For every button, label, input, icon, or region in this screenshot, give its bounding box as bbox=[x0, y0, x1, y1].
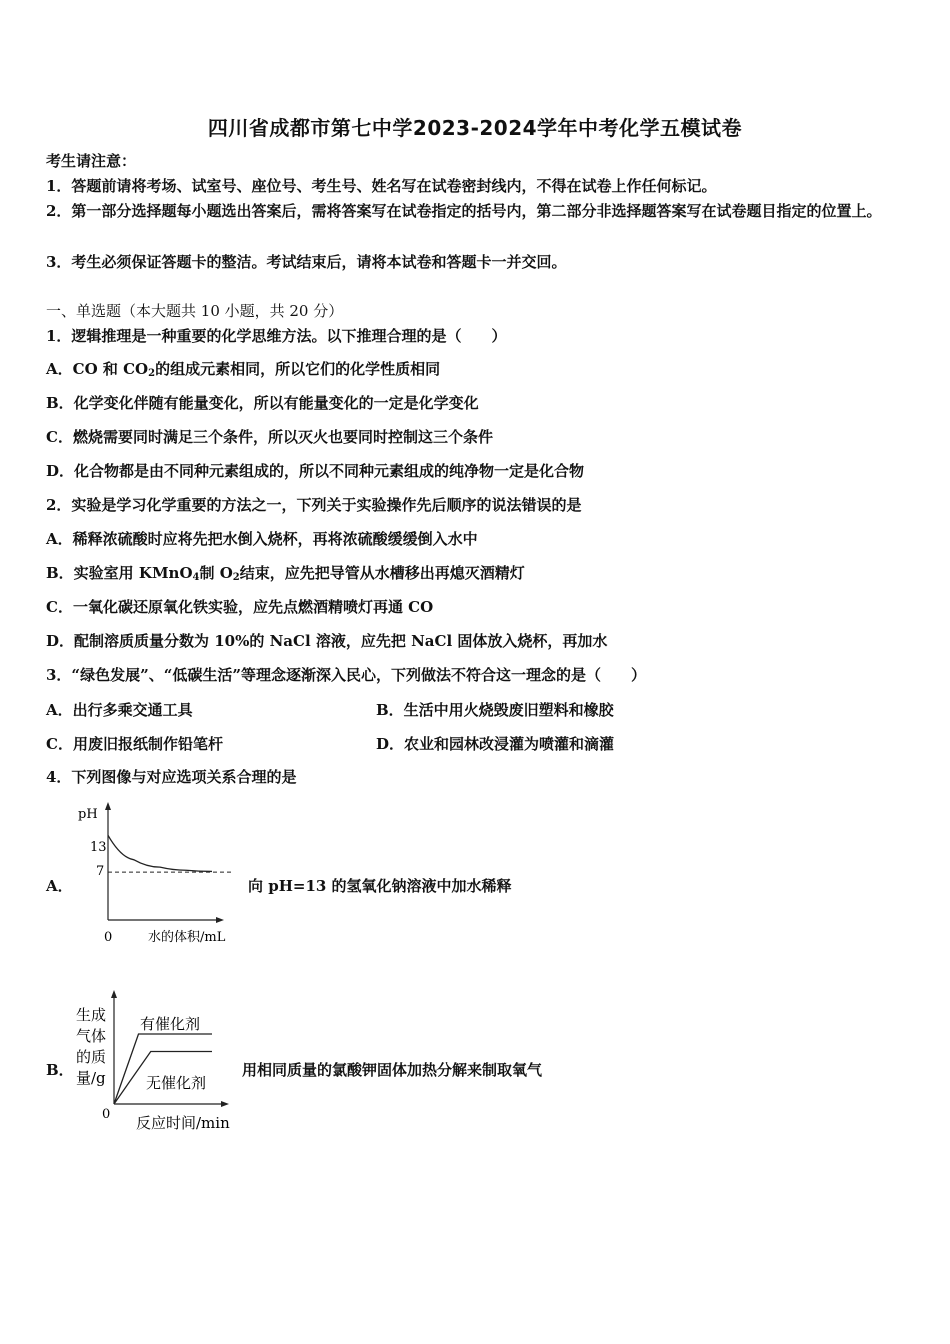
q2-option-d: D．配制溶质质量分数为 10%的 NaCl 溶液，应先把 NaCl 固体放入烧杯，再加水 bbox=[46, 632, 608, 650]
chart-b-curve2-label: 无催化剂 bbox=[146, 1074, 207, 1092]
q4-option-b-desc: 用相同质量的氯酸钾固体加热分解来制取氧气 bbox=[242, 1061, 543, 1079]
chart-b-xlabel: 反应时间/min bbox=[136, 1114, 230, 1132]
q4-stem: 4．下列图像与对应选项关系合理的是 bbox=[46, 768, 297, 786]
chart-b-origin: 0 bbox=[102, 1107, 111, 1122]
q2-option-b: B．实验室用 KMnO$_4$制 $O_2$结束，应先把导管从水槽移出再熄灭酒精灯 bbox=[46, 564, 525, 583]
q3-option-b: B．生活中用火烧毁废旧塑料和橡胶 bbox=[376, 701, 614, 719]
chart-b-ylabel-4: 量/g bbox=[76, 1069, 106, 1087]
chart-a-curve bbox=[108, 835, 212, 871]
notice-item-1: 1．答题前请将考场、试室号、座位号、考生号、姓名写在试卷密封线内，不得在试卷上作任何标记。 bbox=[46, 177, 717, 195]
chart-a-x-arrow bbox=[216, 917, 224, 923]
notice-heading: 考生请注意： bbox=[46, 152, 137, 170]
q3-stem: 3．“绿色发展”、“低碳生活”等理念逐渐深入民心，下列做法不符合这一理念的是（ ） bbox=[46, 666, 646, 684]
chart-b-curve-catalyst bbox=[114, 1034, 212, 1104]
chart-a-xlabel: 水的体积/mL bbox=[148, 930, 226, 945]
chart-a-origin: 0 bbox=[104, 930, 113, 945]
q1-option-c: C．燃烧需要同时满足三个条件，所以灭火也要同时控制这三个条件 bbox=[46, 428, 493, 446]
section-heading: 一、单选题（本大题共 10 小题，共 20 分） bbox=[46, 302, 344, 320]
chart-b-y-arrow bbox=[111, 990, 117, 998]
q3-option-c: C．用废旧报纸制作铅笔杆 bbox=[46, 735, 223, 753]
chart-a-ylabel: pH bbox=[78, 807, 98, 822]
chart-b-ylabel-1: 生成 bbox=[76, 1006, 107, 1024]
q3-option-a: A．出行多乘交通工具 bbox=[46, 701, 193, 719]
chart-b-ylabel-2: 气体 bbox=[76, 1027, 107, 1045]
q1-stem: 1．逻辑推理是一种重要的化学思维方法。以下推理合理的是（ ） bbox=[46, 327, 507, 345]
chart-b-x-arrow bbox=[221, 1101, 229, 1107]
chart-a-tick-7: 7 bbox=[96, 864, 105, 879]
q1-option-b: B．化学变化伴随有能量变化，所以有能量变化的一定是化学变化 bbox=[46, 394, 479, 412]
chart-b-ylabel-3: 的质 bbox=[76, 1048, 107, 1066]
q1-option-d: D．化合物都是由不同种元素组成的，所以不同种元素组成的纯净物一定是化合物 bbox=[46, 462, 585, 480]
q2-option-c: C．一氧化碳还原氧化铁实验，应先点燃酒精喷灯再通 CO bbox=[46, 598, 434, 616]
ph-dilution-chart bbox=[70, 798, 250, 948]
chart-a-y-arrow bbox=[105, 802, 111, 810]
q4-option-a-letter: A． bbox=[46, 877, 73, 895]
notice-item-2: 2．第一部分选择题每小题选出答案后，需将答案写在试卷指定的括号内，第二部分非选择题答案写在试卷题目指定的位置上。 bbox=[46, 202, 882, 220]
oxygen-production-chart bbox=[70, 985, 250, 1135]
notice-item-3: 3．考生必须保证答题卡的整洁。考试结束后，请将本试卷和答题卡一并交回。 bbox=[46, 253, 567, 271]
chart-a-tick-13: 13 bbox=[90, 840, 107, 855]
page-title: 四川省成都市第七中学2023-2024学年中考化学五模试卷 bbox=[207, 116, 743, 140]
q4-option-b-letter: B． bbox=[46, 1061, 74, 1079]
chart-b-curve1-label: 有催化剂 bbox=[140, 1015, 201, 1033]
q1-option-a: A．CO 和 $CO_2$的组成元素相同，所以它们的化学性质相同 bbox=[46, 360, 441, 379]
q4-option-a-desc: 向 pH=13 的氢氧化钠溶液中加水稀释 bbox=[248, 877, 512, 895]
q3-option-d: D．农业和园林改浸灌为喷灌和滴灌 bbox=[376, 735, 615, 753]
q2-stem: 2．实验是学习化学重要的方法之一，下列关于实验操作先后顺序的说法错误的是 bbox=[46, 496, 582, 514]
q2-option-a: A．稀释浓硫酸时应将先把水倒入烧杯，再将浓硫酸缓缓倒入水中 bbox=[46, 530, 478, 548]
